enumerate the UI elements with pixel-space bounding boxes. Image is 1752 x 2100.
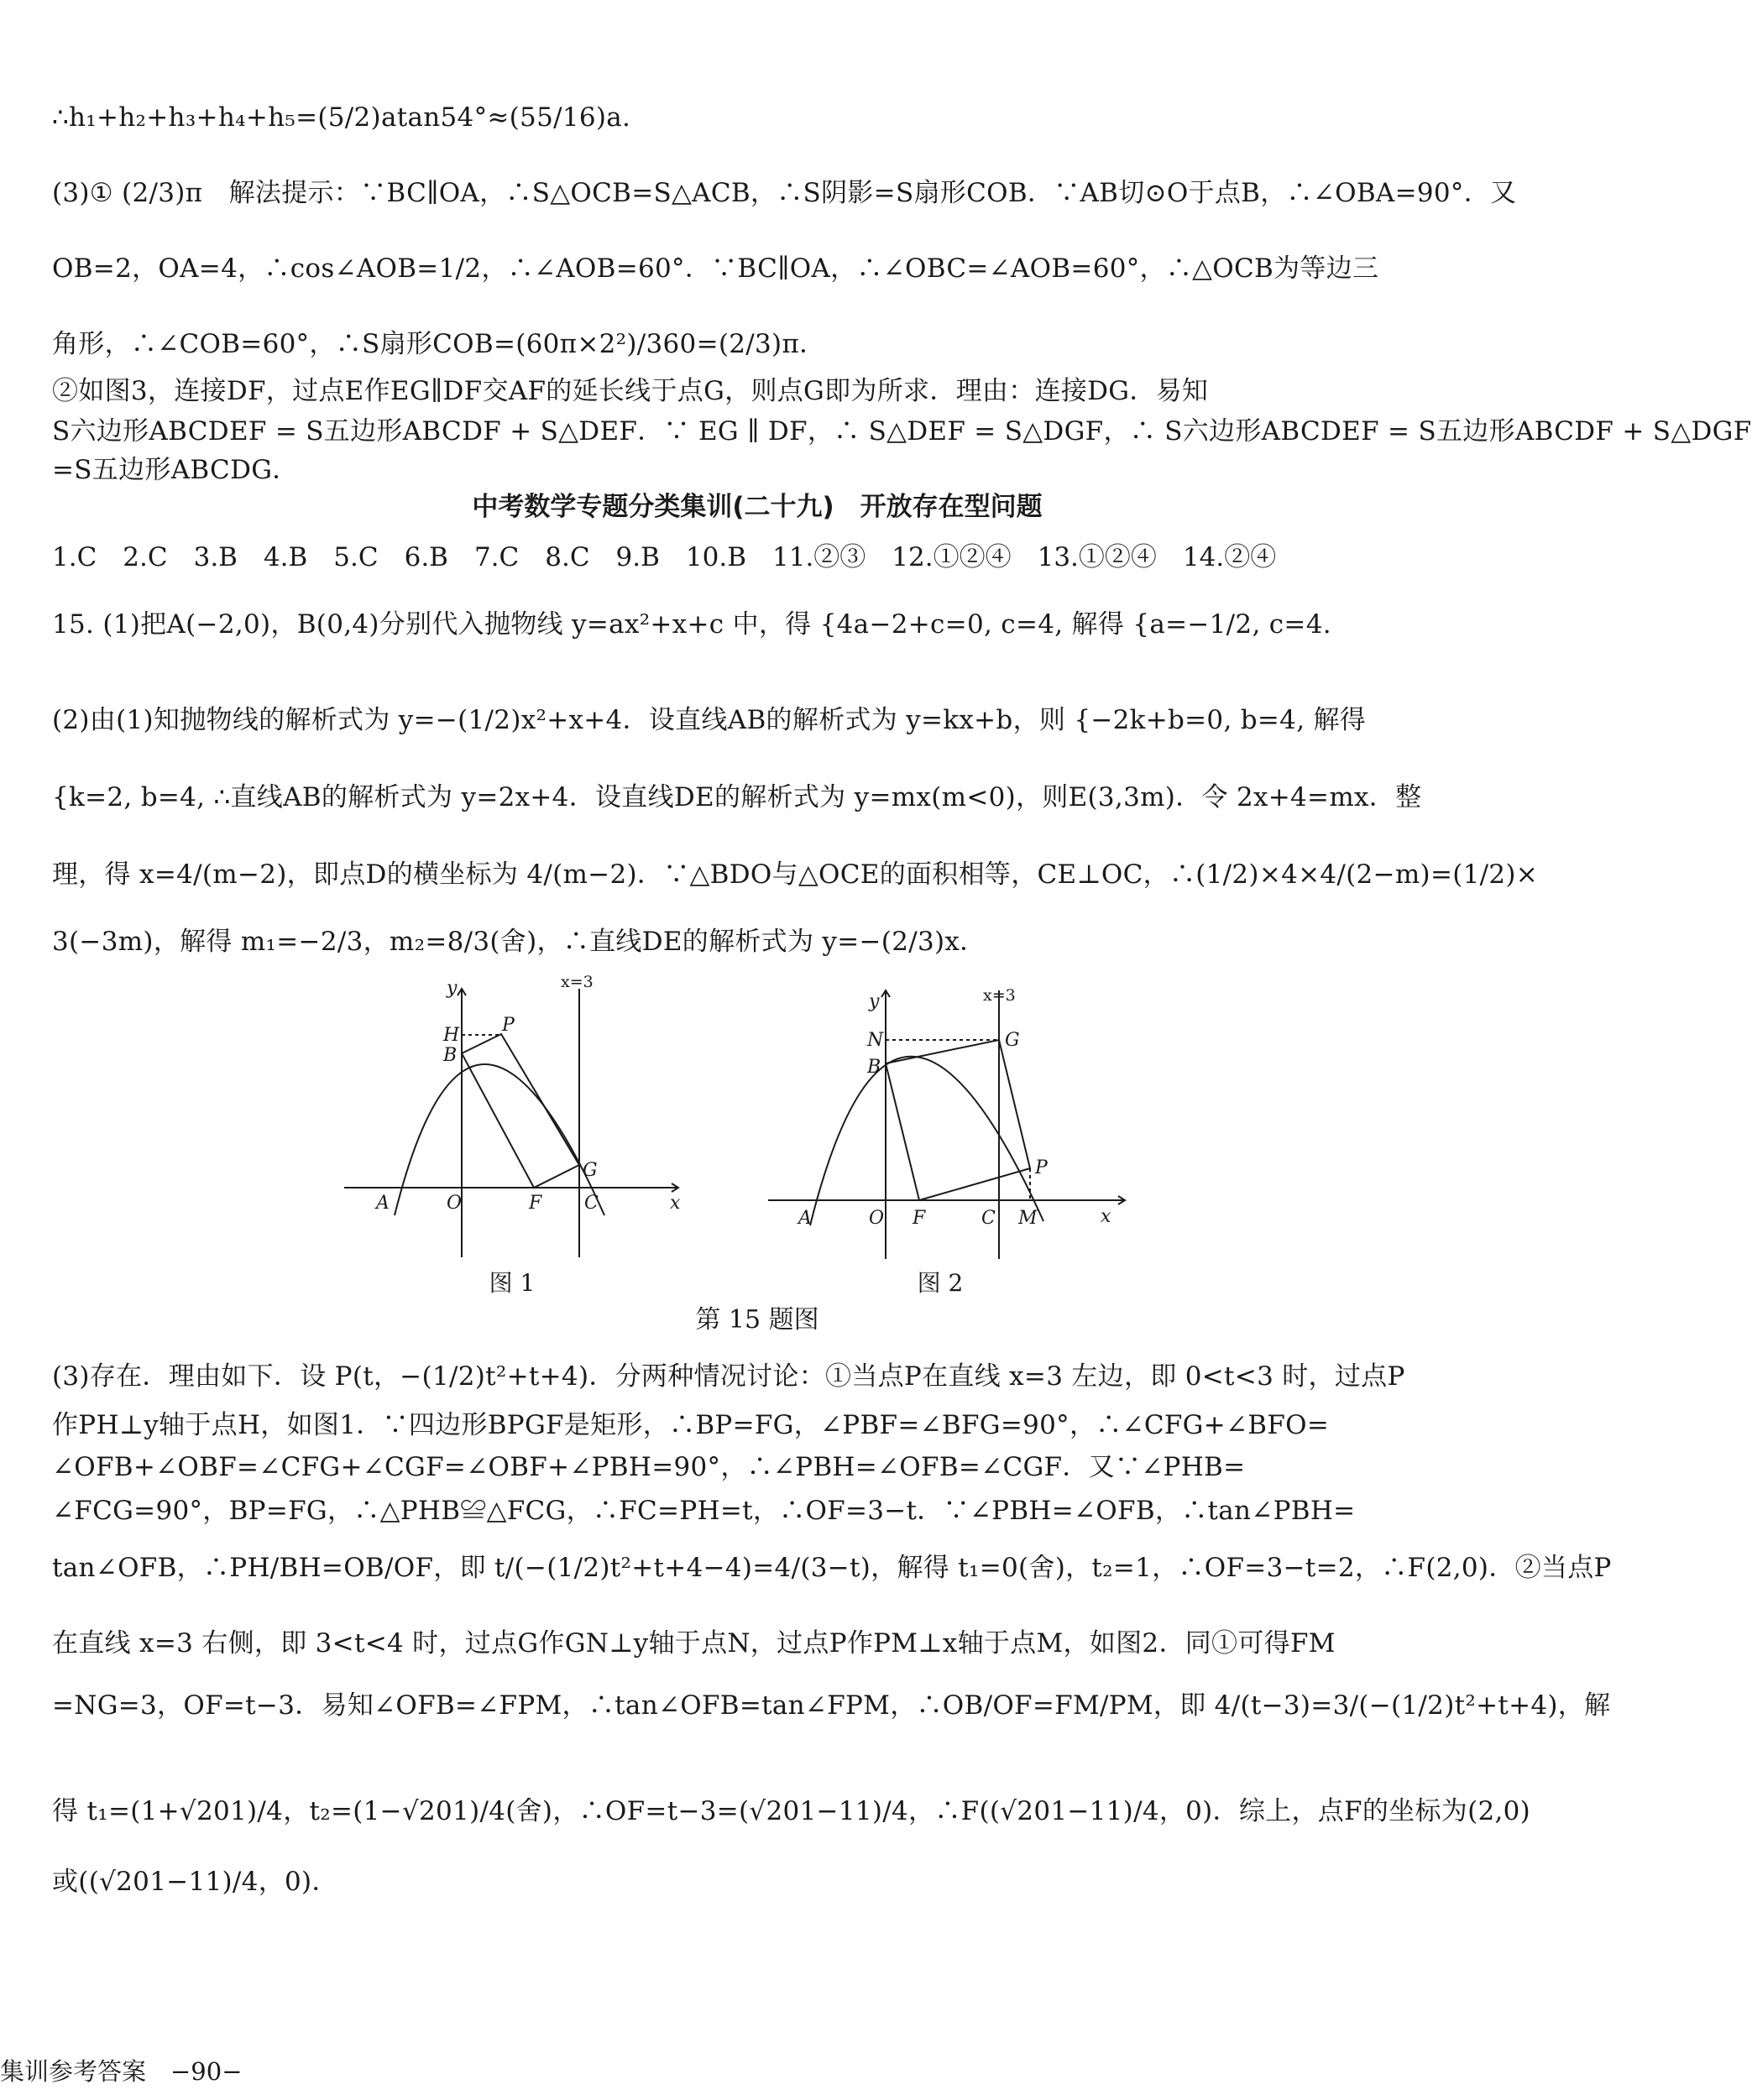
text-line: {k=2, b=4, ∴直线AB的解析式为 y=2x+4．设直线DE的解析式为 y=mx(m<0)，则E(3,3m)．令 2x+4=mx．整 [52,782,1422,812]
text-line: S六边形ABCDEF = S五边形ABCDF + S△DEF．∵ EG ∥ DF，∴ S△DEF = S△DGF，∴ S六边形ABCDEF = S五边形ABCDF + S△DGF [52,416,1752,447]
text-line: 3(−3m)，解得 m₁=−2/3，m₂=8/3(舍)，∴直线DE的解析式为 y=−(2/3)x． [52,927,986,957]
label-h: H [443,1025,460,1046]
figure-1-caption: 图 1 [489,1269,536,1297]
parabola [395,1064,604,1215]
label-m: M [1018,1208,1038,1229]
text-line: ②如图3，连接DF，过点E作EG∥DF交AF的延长线于点G，则点G即为所求．理由：连接DG．易知 [52,376,1209,406]
text-line: 角形，∴∠COB=60°，∴S扇形COB=(60π×2²)/360=(2/3)π． [52,329,826,359]
label-y: y [447,978,458,999]
label-line-x3: x=3 [983,986,1016,1005]
figure-2-caption: 图 2 [917,1269,964,1297]
text-line: =NG=3，OF=t−3．易知∠OFB=∠FPM，∴tan∠OFB=tan∠FPM，∴OB/OF=FM/PM，即 4/(t−3)=3/(−(1/2)t²+t+4)，解 [52,1690,1611,1721]
label-o: O [869,1208,885,1229]
text-line: =S五边形ABCDG． [52,455,299,485]
rectangle-bpgf [886,1040,1030,1200]
label-b: B [443,1045,458,1066]
answer-key-row: 1.C 2.C 3.B 4.B 5.C 6.B 7.C 8.C 9.B 10.B 11.②③ 12.①②④ 13.①②④ 14.②④ [52,542,1277,572]
figure-2 [760,974,1129,1267]
text-line: ∠OFB+∠OBF=∠CFG+∠CGF=∠OBF+∠PBH=90°，∴∠PBH=∠OFB=∠CGF．又∵∠PHB= [52,1452,1246,1482]
text-line: tan∠OFB，∴PH/BH=OB/OF，即 t/(−(1/2)t²+t+4−4)=4/(3−t)，解得 t₁=0(舍)，t₂=1，∴OF=3−t=2，∴F(2,0)．②当点P [52,1553,1612,1583]
label-p: P [502,1015,515,1036]
text-line: ∴h₁+h₂+h₃+h₄+h₅=(5/2)atan54°≈(55/16)a. [52,102,631,133]
text-line: OB=2，OA=4，∴cos∠AOB=1/2，∴∠AOB=60°．∵BC∥OA，∴∠OBC=∠AOB=60°，∴△OCB为等边三 [52,253,1379,284]
label-f: F [913,1208,926,1229]
text-line: 得 t₁=(1+√201)/4，t₂=(1−√201)/4(舍)，∴OF=t−3=(√201−11)/4，∴F((√201−11)/4，0)．综上，点F的坐标为(2,0) [52,1796,1531,1826]
label-p: P [1035,1157,1048,1178]
text-line: (3)存在．理由如下．设 P(t，−(1/2)t²+t+4)．分两种情况讨论：①当点P在直线 x=3 左边，即 0<t<3 时，过点P [52,1361,1405,1392]
label-f: F [529,1193,542,1214]
label-x: x [670,1193,681,1214]
figure-1 [336,972,688,1266]
text-line: (2)由(1)知抛物线的解析式为 y=−(1/2)x²+x+4．设直线AB的解析式为 y=kx+b，则 {−2k+b=0, b=4, 解得 [52,705,1367,735]
text-line: 15. (1)把A(−2,0)，B(0,4)分别代入抛物线 y=ax²+x+c 中，得 {4a−2+c=0, c=4, 解得 {a=−1/2, c=4. [52,609,1331,640]
label-x: x [1101,1206,1111,1227]
text-line: 在直线 x=3 右侧，即 3<t<4 时，过点G作GN⊥y轴于点N，过点P作PM⊥x轴于点M，如图2．同①可得FM [52,1628,1336,1659]
label-line-x3: x=3 [561,973,594,991]
text-line: 理，得 x=4/(m−2)，即点D的横坐标为 4/(m−2)．∵△BDO与△OCE的面积相等，CE⊥OC，∴(1/2)×4×4/(2−m)=(1/2)× [52,859,1539,890]
label-y: y [869,991,880,1012]
text-line: ∠FCG=90°，BP=FG，∴△PHB≌△FCG，∴FC=PH=t，∴OF=3−t．∵∠PBH=∠OFB，∴tan∠PBH= [52,1496,1356,1526]
label-o: O [447,1193,463,1214]
figures-group-caption: 第 15 题图 [695,1305,819,1335]
label-b: B [867,1057,881,1078]
label-n: N [867,1030,884,1051]
label-c: C [981,1208,996,1229]
label-a: A [798,1208,812,1229]
text-line: 作PH⊥y轴于点H，如图1．∵四边形BPGF是矩形，∴BP=FG，∠PBF=∠BFG=90°，∴∠CFG+∠BFO= [52,1410,1330,1440]
rectangle-bpgf [462,1034,579,1188]
section-heading: 中考数学专题分类集训(二十九) 开放存在型问题 [472,492,1043,522]
label-g: G [583,1160,598,1181]
label-c: C [584,1193,599,1214]
label-g: G [1005,1030,1020,1051]
label-a: A [376,1193,390,1214]
text-line: (3)① (2/3)π 解法提示：∵BC∥OA，∴S△OCB=S△ACB，∴S阴影=S扇形COB．∵AB切⊙O于点B，∴∠OBA=90°．又 [52,178,1517,208]
text-line: 或((√201−11)/4，0)． [52,1867,338,1897]
page-footer: 集训参考答案 −90− [0,2057,243,2086]
